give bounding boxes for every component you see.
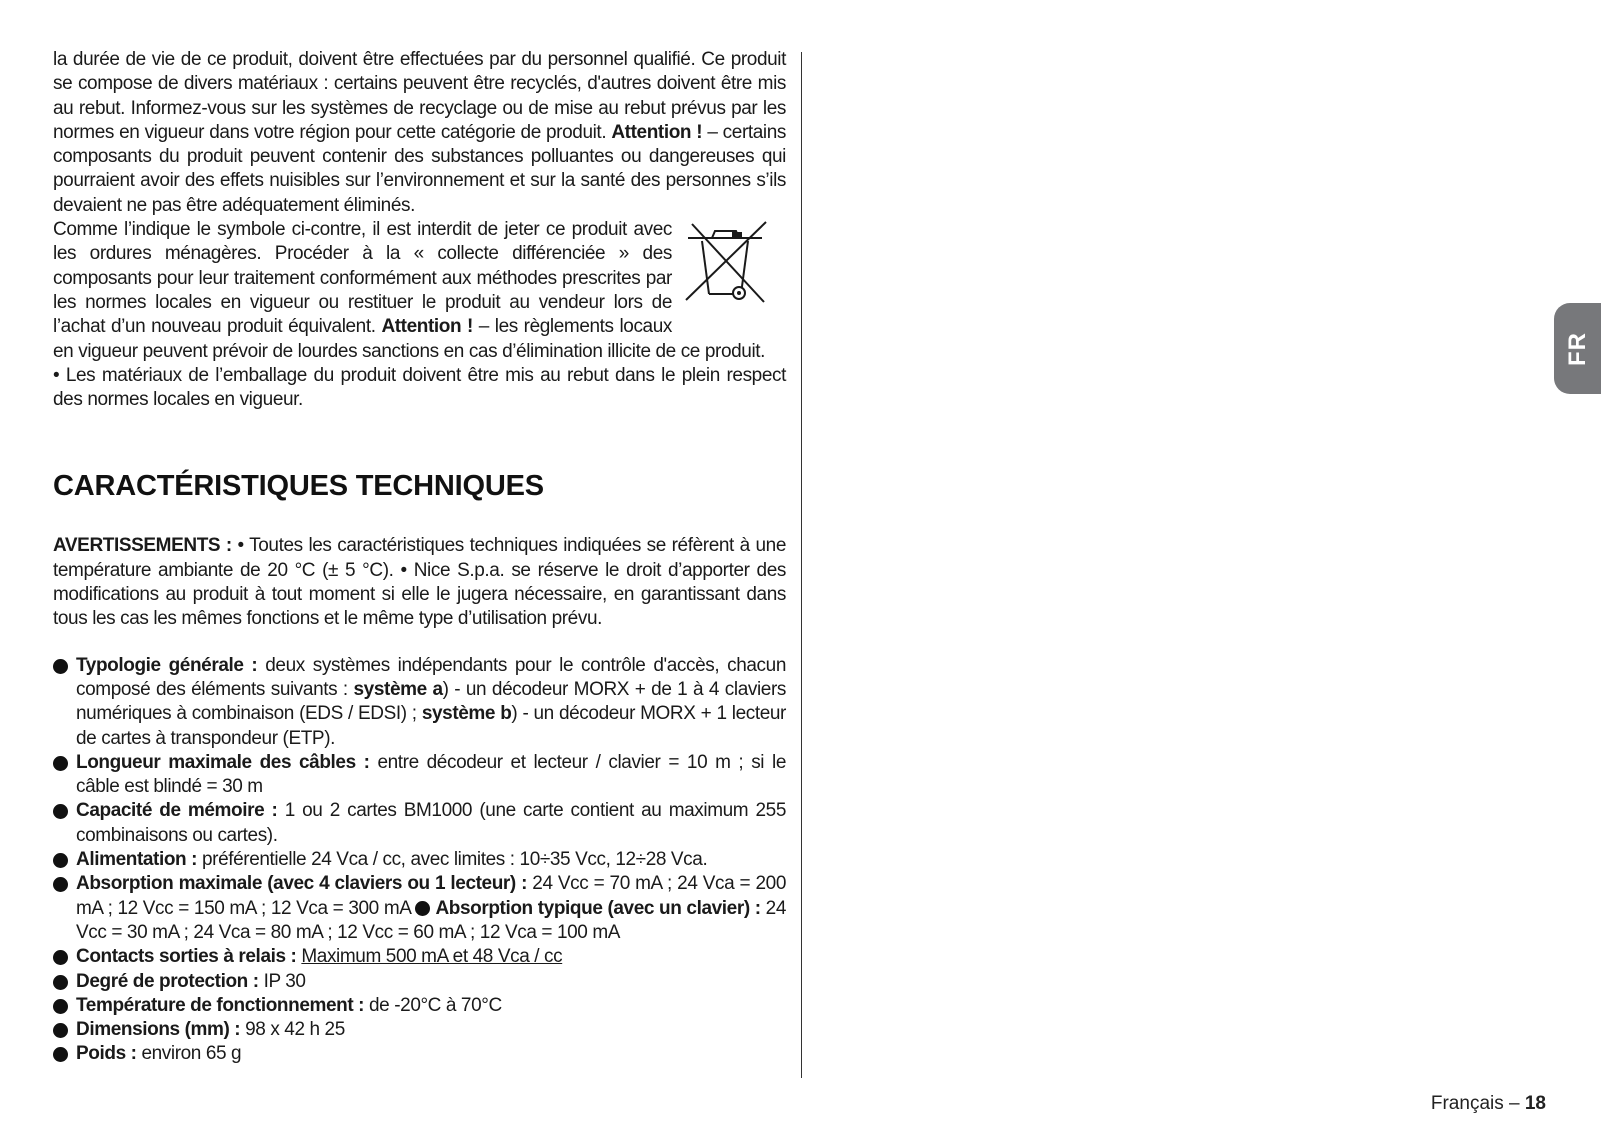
spec-degre: Degré de protection : IP 30 <box>53 970 786 994</box>
bullet-icon <box>53 756 68 771</box>
bullet-icon <box>415 901 430 916</box>
bullet-icon <box>53 659 68 674</box>
spec-contacts: Contacts sorties à relais : Maximum 500 mA et 48 Vca / cc <box>53 945 786 969</box>
page-footer <box>1431 1093 1546 1115</box>
spec-capacite: Capacité de mémoire : 1 ou 2 cartes BM1000 (une carte contient au maximum 255 combinaisons ou cartes). <box>53 799 786 848</box>
attention-label: Attention ! <box>611 121 703 143</box>
footer-language: Français – <box>1430 1093 1520 1114</box>
attention-label: Attention ! <box>381 316 473 338</box>
disposal-paragraph-2: Comme l’indique le symbole ci-contre, il est interdit de jeter ce produit avec les ordures ménagères. Procéder à la « collecte différenciée » des composants pour leur traitement conformément aux méthodes prescrites par les normes locales en vigueur ou restituer le produit au vendeur lors de l’achat d’un nouveau produit équivalent. Attention ! – les règlements locaux en vigueur peuvent prévoir de lourdes sanctions en cas d’élimination illicite de ce produit. <box>53 218 786 364</box>
page-number: 18 <box>1524 1093 1546 1114</box>
disposal-paragraph-1: la durée de vie de ce produit, doivent être effectuées par du personnel qualifié. Ce produit se compose de divers matériaux : certains peuvent être recyclés, d'autres doivent être mis au rebut. Informez-vous sur les systèmes de recyclage ou de mise au rebut prévus par les normes en vigueur dans votre région pour cette catégorie de produit. Attention ! – certains composants du produit peuvent contenir des substances polluantes ou dangereuses qui pourraient avoir des effets nuisibles sur l’environnement et sur la santé des personnes s’ils devaient ne pas être adéquatement éliminés. <box>53 49 786 216</box>
bullet-icon <box>53 1023 68 1038</box>
warnings-label: AVERTISSEMENTS : <box>53 535 232 557</box>
spec-alimentation: Alimentation : préférentielle 24 Vca / cc, avec limites : 10÷35 Vcc, 12÷28 Vca. <box>53 848 786 872</box>
bullet-icon <box>53 804 68 819</box>
bullet-icon <box>53 1047 68 1062</box>
spec-poids: Poids : environ 65 g <box>53 1042 786 1066</box>
bullet-icon <box>53 950 68 965</box>
section-title: CARACTÉRISTIQUES TECHNIQUES <box>53 470 544 503</box>
spec-dimensions: Dimensions (mm) : 98 x 42 h 25 <box>53 1018 786 1042</box>
spec-absorption: Absorption maximale (avec 4 claviers ou 1 lecteur) : 24 Vcc = 70 mA ; 24 Vca = 200 mA ; 12 Vcc = 150 mA ; 12 Vca = 300 mA Absorption typique (avec un clavier) : 24 Vcc = 30 mA ; 24 Vca = 80 mA ; 12 Vcc = 60 mA ; 12 Vca = 100 mA <box>53 872 786 945</box>
spec-temperature: Température de fonctionnement : de -20°C à 70°C <box>53 994 786 1018</box>
bullet-icon <box>53 975 68 990</box>
warnings-paragraph: AVERTISSEMENTS : • Toutes les caractéristiques techniques indiquées se réfèrent à une température ambiante de 20 °C (± 5 °C). • Nice S.p.a. se réserve le droit d’apporter des modifications au produit à tout moment si elle le jugera nécessaire, en garantissant dans tous les cas les mêmes fonctions et le même type d’utilisation prévu. <box>53 535 786 630</box>
weee-bin-icon <box>682 218 790 318</box>
column-divider <box>801 52 802 1078</box>
main-column <box>53 48 786 1067</box>
spec-longueur: Longueur maximale des câbles : entre décodeur et lecteur / clavier = 10 m ; si le câble est blindé = 30 m <box>53 751 786 800</box>
disposal-section <box>53 48 786 412</box>
language-tab: FR <box>1554 303 1601 394</box>
bullet-icon <box>53 999 68 1014</box>
spec-typologie: Typologie générale : deux systèmes indépendants pour le contrôle d'accès, chacun composé des éléments suivants : système a) - un décodeur MORX + de 1 à 4 claviers numériques à combinaison (EDS / EDSI) ; système b) - un décodeur MORX + 1 lecteur de cartes à transpondeur (ETP). <box>53 654 786 751</box>
bullet-icon <box>53 853 68 868</box>
bullet-icon <box>53 877 68 892</box>
specs-list <box>53 654 786 1067</box>
disposal-paragraph-3: • Les matériaux de l’emballage du produit doivent être mis au rebut dans le plein respect des normes locales en vigueur. <box>53 364 786 411</box>
